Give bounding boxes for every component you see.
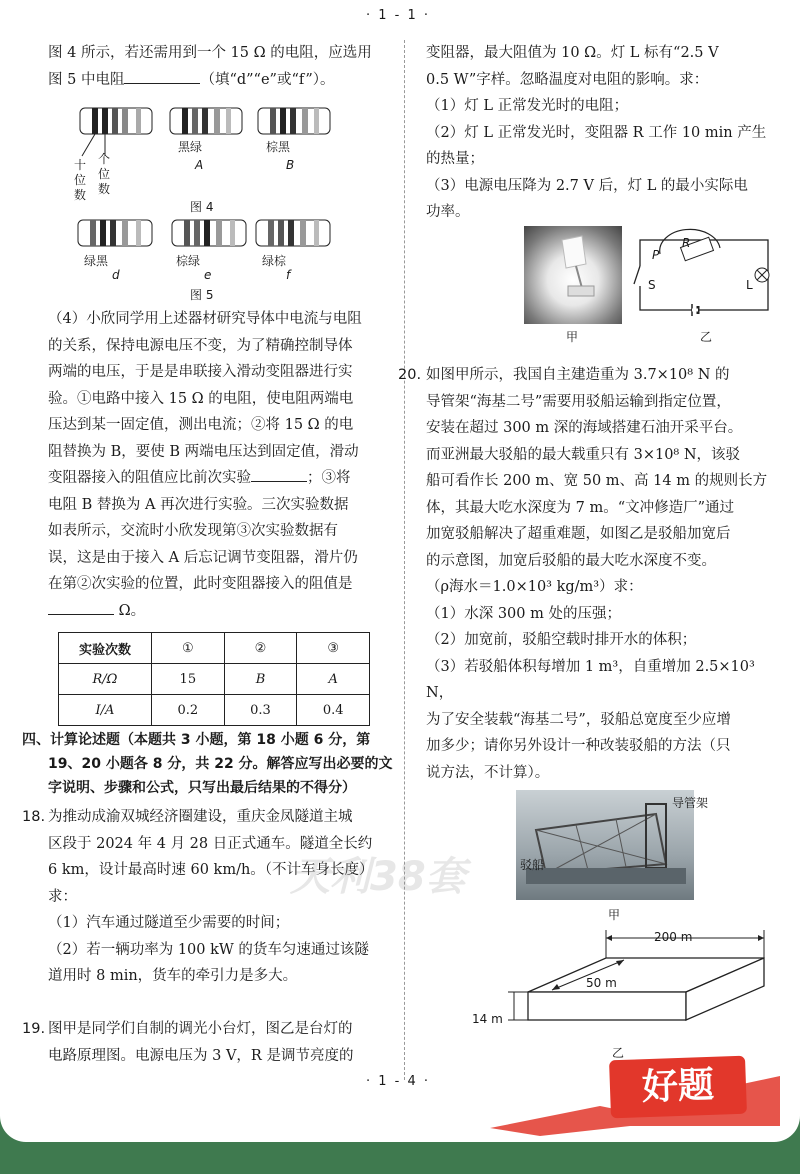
label-f: f (286, 268, 291, 282)
label-e-colors: 棕绿 (176, 254, 201, 268)
label-length: 200 m (654, 930, 693, 944)
fig-jia-20: 甲 (608, 908, 621, 922)
resistor-f (256, 220, 330, 246)
page-number-top: · 1 - 1 · (366, 8, 431, 23)
intro-text (48, 40, 396, 93)
label-A: A (195, 158, 204, 172)
label-barge: 驳船 (520, 858, 545, 872)
figure-5-caption: 图 5 (190, 288, 214, 302)
barge-photo (516, 790, 694, 900)
figure-5 (60, 214, 360, 254)
label-d-colors: 绿黑 (84, 254, 109, 268)
intro-line-1: 图 4 所示，若还需用到一个 15 Ω 的电阻，应选用 (48, 45, 372, 61)
q18-number: 18. (22, 809, 46, 825)
label-tens: 十 位 数 (74, 158, 87, 202)
fig-jia-19: 甲 (566, 330, 579, 344)
resistor-B (258, 108, 330, 134)
resistor-d (78, 220, 152, 246)
answer-blank-3[interactable] (48, 598, 114, 615)
label-d: d (112, 268, 120, 282)
section-4-heading: 四、计算论述题（本题共 3 小题，第 18 小题 6 分，第 19、20 小题各 8 分，共 22 分。解答应写出必要的文 字说明、步骤和公式，只写出最后结果的不得分） (22, 732, 393, 796)
label-e: e (204, 268, 212, 282)
page-number-bottom: · 1 - 4 · (366, 1074, 431, 1089)
jacket-structure-icon (516, 790, 694, 900)
label-A-colors: 黑绿 (178, 140, 203, 154)
watermark: 天利38套 (290, 854, 466, 900)
lamp-photo (524, 226, 622, 324)
question-20: 20. 如图甲所示，我国自主建造重为 3.7×10⁸ N 的 导管架“海基二号”需要用驳船运输到指定位置， 安装在超过 300 m 深的海域搭建石油开采平台。 而亚洲最大驳船的最大载重只有 3×10⁸ N，该驳 船可看作长 200 m、宽 50 m、高 14 m 的规则长方 体，其最大吃水深度为 7 m。“文冲修造厂”通过 加宽驳船解决了超重难题，如图乙是驳船加宽后 的示意图，加宽后驳船的最大吃水深度不变。 （ρ海水＝1.0×10³ kg/m³）求： （1）水深 300 m 处的压强； （2）加宽前，驳船空载时排开水的体积； （3）若驳船体积每增加 1 m³，自重增加 2.5×10³ N， 为了安全装载“海基二号”，驳船总宽度至少应增 加多少；请你另外设计一种改装驳船的方法（只 说方法，不计算）。 (398, 362, 778, 786)
label-jacket: 导管架 (672, 796, 709, 810)
intro-line-2: 图 5 中电阻 （填“d”“e”或“f”）。 (48, 67, 396, 94)
figure-4-caption: 图 4 (190, 200, 214, 214)
question-18: 18. 为推动成渝双城经济圈建设，重庆金凤隧道主城 区段于 2024 年 4 月 28 日正式通车。隧道全长约 6 km，设计最高时速 60 km/h。（不计车身长度）求： （1）汽车通过隧道至少需要的时间； （2）若一辆功率为 100 kW 的货车匀速通过该隧 道用时 8 min，货车的牵引力是多大。 (22, 804, 394, 990)
resistor-e (172, 220, 246, 246)
lamp-icon (524, 226, 622, 324)
table-row: I/A 0.2 0.3 0.4 (59, 695, 370, 726)
good-question-badge: 好题 (609, 1056, 747, 1119)
label-B-colors: 棕黑 (266, 140, 291, 154)
table-row: R/Ω 15 B A (59, 664, 370, 695)
label-ones: 个 位 数 (98, 152, 111, 196)
answer-blank-2[interactable] (251, 465, 307, 482)
label-height: 14 m (472, 1012, 503, 1026)
resistor-A (170, 108, 242, 134)
barge-box-diagram (474, 926, 774, 1038)
label-L: L (746, 278, 753, 292)
experiment-table (58, 632, 370, 726)
label-width: 50 m (586, 976, 617, 990)
label-R: R (682, 236, 691, 250)
label-B: B (286, 158, 295, 172)
circuit-diagram (630, 226, 780, 326)
question-19-start: 19. 图甲是同学们自制的调光小台灯，图乙是台灯的 电路原理图。电源电压为 3 V，R 是调节亮度的 (22, 1016, 394, 1069)
label-f-colors: 绿棕 (262, 254, 287, 268)
fig-yi-20: 乙 (612, 1046, 625, 1060)
table-header-row: 实验次数 ① ② ③ (59, 633, 370, 664)
question-4: （4）小欣同学用上述器材研究导体中电流与电阻 的关系，保持电源电压不变，为了精确控制导体 两端的电压，于是是串联接入滑动变阻器进行实 验。①电路中接入 15 Ω 的电阻，使电阻两端电 压达到某一固定值，测出电流；②将 15 Ω 的电 阻替换为 B，要使 B 两端电压达到固定值，滑动 变阻器接入的阻值应比前次实验 ；③将 电阻 B 替换为 A 再次进行实验。三次实验数据 如表所示，交流时小欣发现第③次实验数据有 误，这是由于接入 A 后忘记调节变阻器，滑片仍 在第②次实验的位置，此时变阻器接入的阻值是 Ω。 (48, 311, 362, 619)
answer-blank-1[interactable] (124, 67, 200, 84)
resistor-reference (80, 108, 152, 156)
label-P: P (652, 248, 660, 262)
fig-yi-19: 乙 (700, 330, 713, 344)
q20-number: 20. (398, 367, 422, 383)
question-19-continued: 变阻器，最大阻值为 10 Ω。灯 L 标有“2.5 V 0.5 W”字样。忽略温度对电阻的影响。求： （1）灯 L 正常发光时的电阻； （2）灯 L 正常发光时，变阻器 R 工作 10 min 产生 的热量； （3）电源电压降为 2.7 V 后，灯 L 的最小实际电 功率。 (426, 45, 767, 220)
q19-number: 19. (22, 1021, 46, 1037)
label-S: S (648, 278, 656, 292)
